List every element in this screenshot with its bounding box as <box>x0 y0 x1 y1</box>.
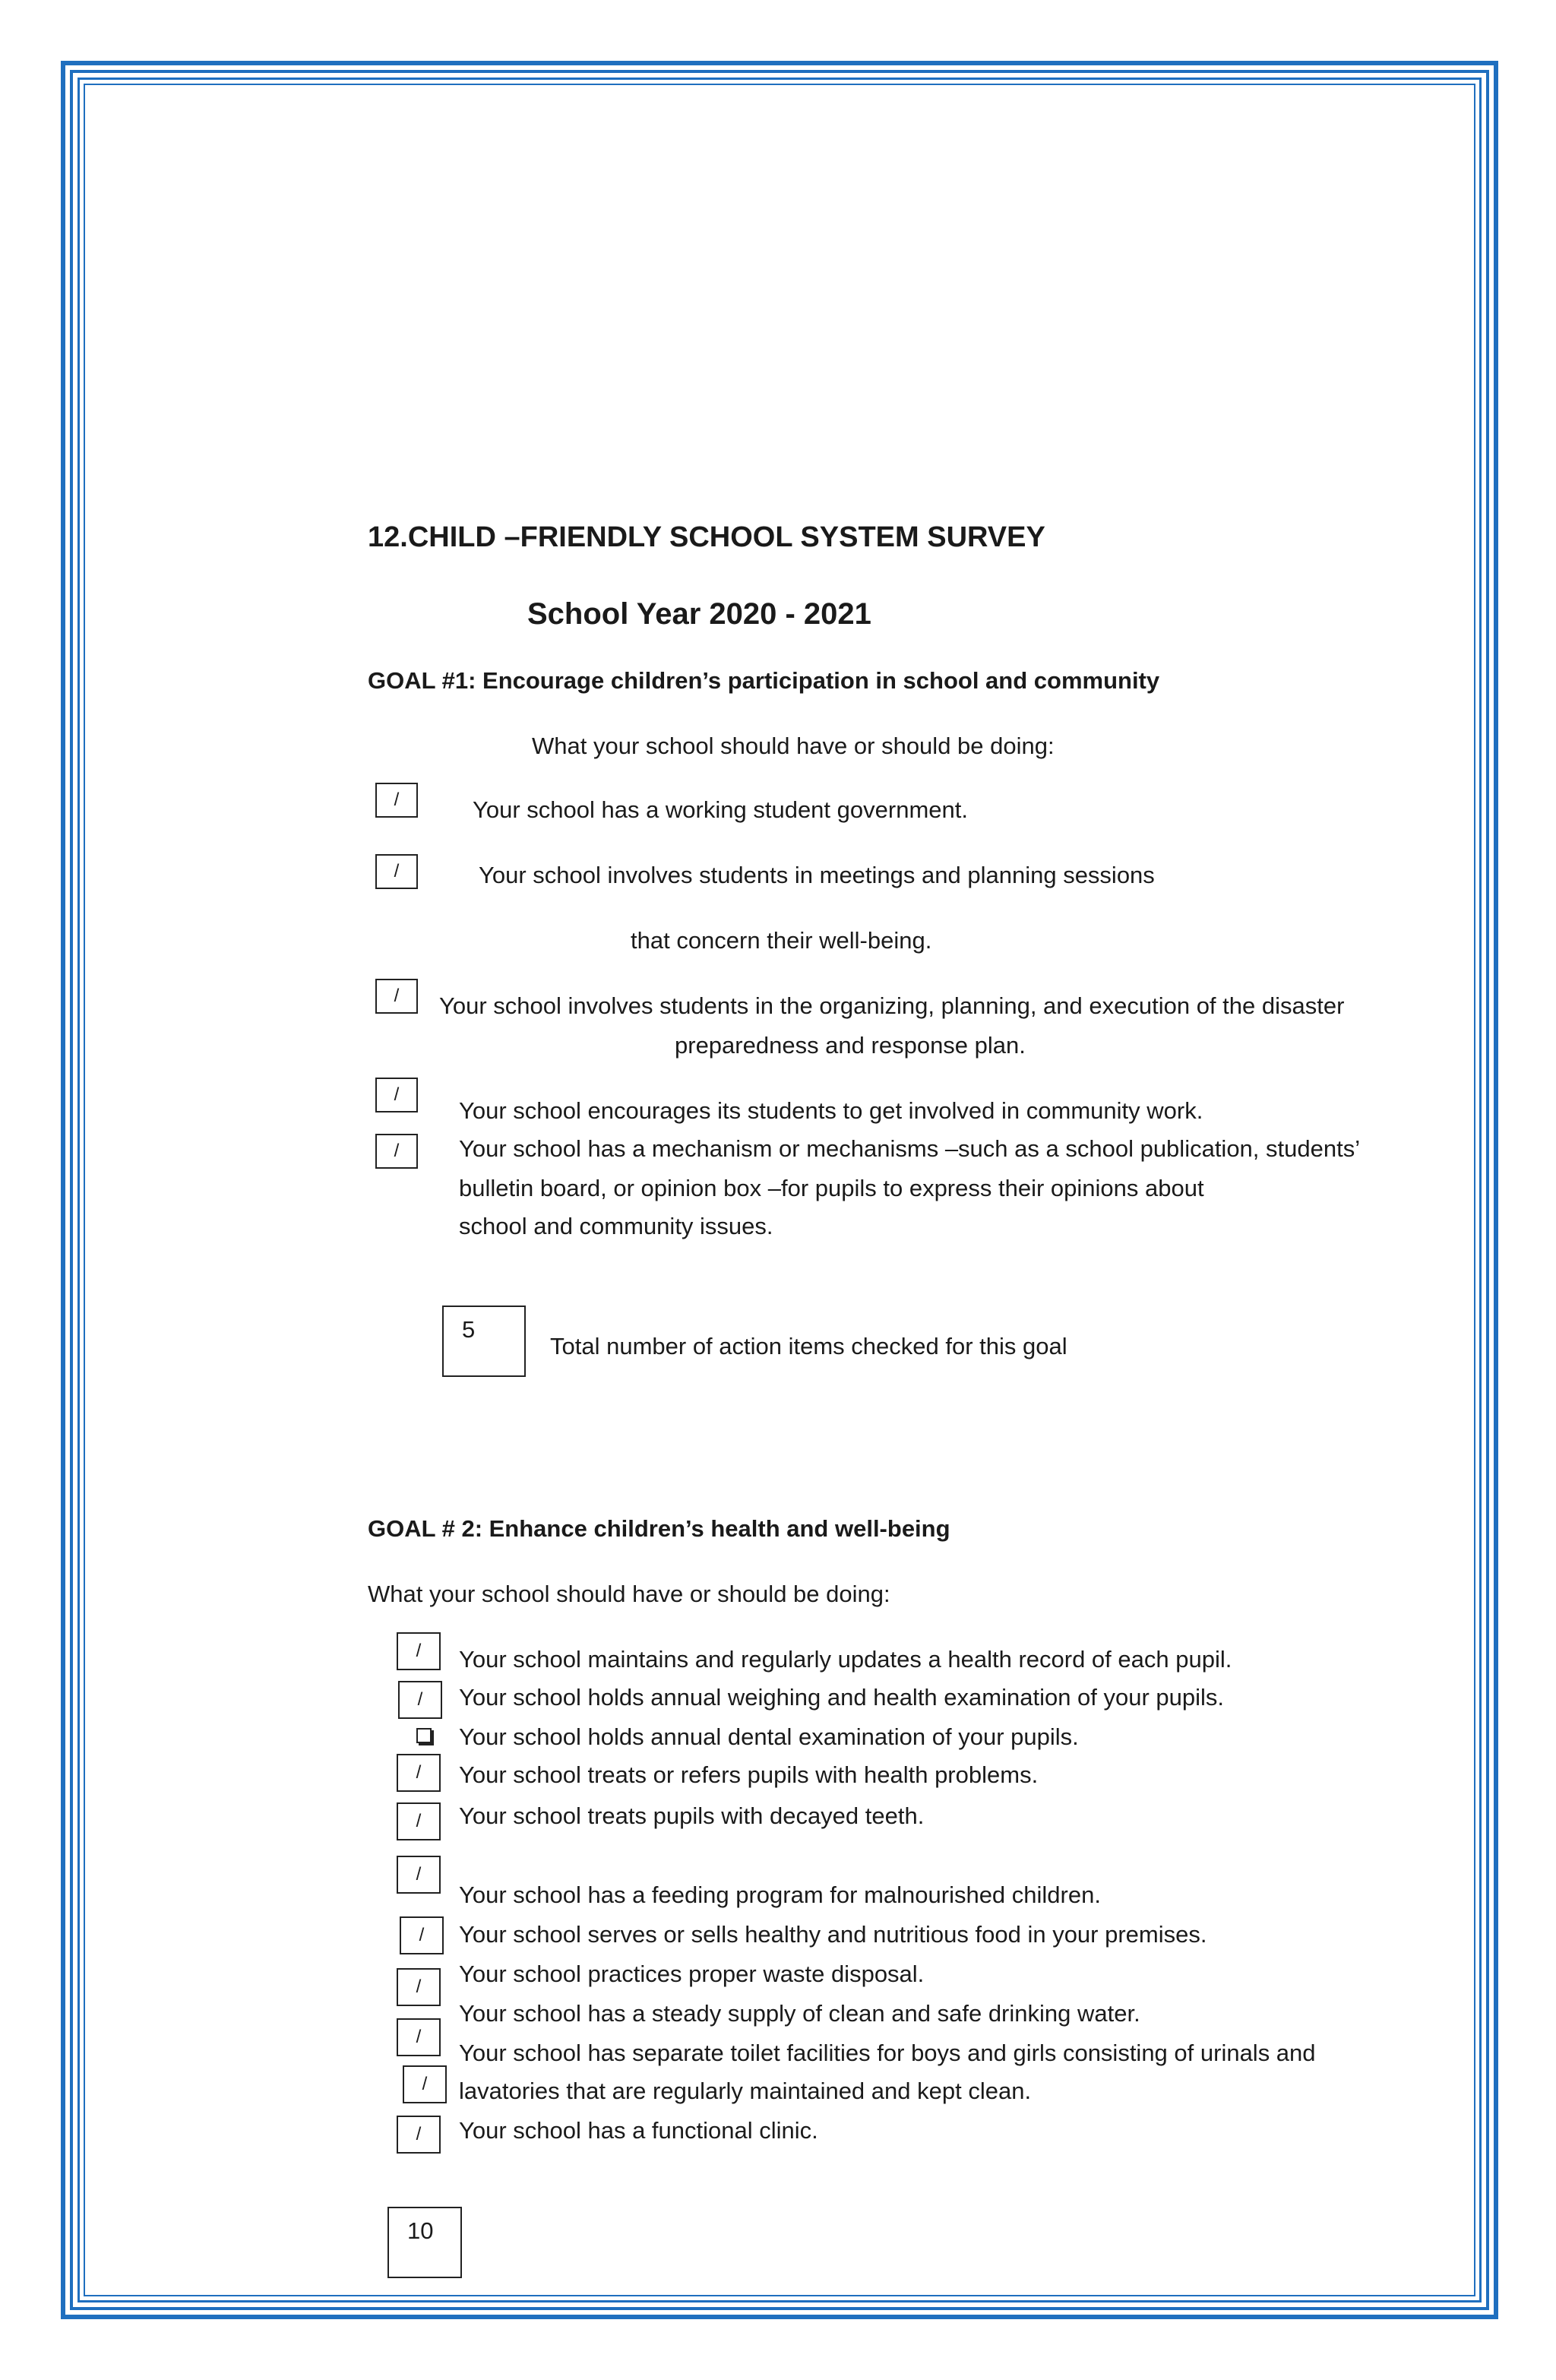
goal1-intro: What your school should have or should be doing: <box>532 733 1055 759</box>
goal1-total-box[interactable]: 5 <box>442 1306 526 1377</box>
goal1-item5-checkbox[interactable]: / <box>375 1134 418 1169</box>
goal1-total-label: Total number of action items checked for this goal <box>550 1333 1067 1359</box>
goal2-item10-text: Your school has separate toilet facilities for boys and girls consisting of urinals and <box>459 2040 1316 2066</box>
goal2-item9-text: Your school has a steady supply of clean and safe drinking water. <box>459 2000 1140 2027</box>
goal2-item2-checkbox[interactable]: / <box>398 1681 442 1719</box>
goal2-item10-checkbox[interactable]: / <box>403 2065 447 2103</box>
goal2-item7-checkbox[interactable]: / <box>400 1916 444 1954</box>
goal2-total-box[interactable]: 10 <box>387 2207 462 2278</box>
goal2-intro: What your school should have or should be doing: <box>368 1581 890 1607</box>
empty-checkbox-icon[interactable] <box>416 1728 432 1743</box>
goal2-item3-text: Your school holds annual dental examination of your pupils. <box>459 1723 1079 1750</box>
school-year: School Year 2020 - 2021 <box>527 597 871 631</box>
goal1-item5-text-cont: bulletin board, or opinion box –for pupils to express their opinions about <box>459 1175 1204 1201</box>
goal2-item1-checkbox[interactable]: / <box>397 1632 441 1670</box>
goal1-item5-text: Your school has a mechanism or mechanisms –such as a school publication, students’ <box>459 1135 1361 1162</box>
survey-title: 12.CHILD –FRIENDLY SCHOOL SYSTEM SURVEY <box>368 521 1045 553</box>
goal2-item8-text: Your school practices proper waste disposal. <box>459 1961 925 1987</box>
goal1-item2-checkbox[interactable]: / <box>375 854 418 889</box>
goal1-item2-text: Your school involves students in meetings and planning sessions <box>479 862 1155 888</box>
goal2-heading: GOAL # 2: Enhance children’s health and well-being <box>368 1515 950 1542</box>
goal1-item3-checkbox[interactable]: / <box>375 979 418 1014</box>
goal1-item1-text: Your school has a working student government. <box>473 796 968 823</box>
goal1-item2-text-cont: that concern their well-being. <box>631 927 932 954</box>
goal2-item2-text: Your school holds annual weighing and health examination of your pupils. <box>459 1684 1225 1711</box>
goal2-item11-checkbox[interactable]: / <box>397 2116 441 2154</box>
goal2-item6-checkbox[interactable]: / <box>397 1856 441 1894</box>
goal2-item6-text: Your school has a feeding program for malnourished children. <box>459 1882 1101 1908</box>
goal2-item10-text-cont: lavatories that are regularly maintained and kept clean. <box>459 2078 1032 2104</box>
goal2-item4-checkbox[interactable]: / <box>397 1754 441 1792</box>
goal2-item8-checkbox[interactable]: / <box>397 1968 441 2006</box>
goal2-item1-text: Your school maintains and regularly updates a health record of each pupil. <box>459 1646 1232 1673</box>
goal2-item5-text: Your school treats pupils with decayed teeth. <box>459 1802 925 1829</box>
goal2-item9-checkbox[interactable]: / <box>397 2018 441 2056</box>
goal1-item5-text-cont2: school and community issues. <box>459 1213 773 1239</box>
goal2-item4-text: Your school treats or refers pupils with health problems. <box>459 1761 1039 1788</box>
goal2-item11-text: Your school has a functional clinic. <box>459 2117 818 2144</box>
goal2-item5-checkbox[interactable]: / <box>397 1802 441 1840</box>
goal1-item3-text: Your school involves students in the organizing, planning, and execution of the disaster <box>439 992 1345 1019</box>
goal1-item1-checkbox[interactable]: / <box>375 783 418 818</box>
goal1-item4-checkbox[interactable]: / <box>375 1078 418 1112</box>
goal1-item3-text-cont: preparedness and response plan. <box>675 1032 1026 1059</box>
goal1-heading: GOAL #1: Encourage children’s participation in school and community <box>368 667 1160 694</box>
goal1-item4-text: Your school encourages its students to get involved in community work. <box>459 1097 1203 1124</box>
goal2-item7-text: Your school serves or sells healthy and nutritious food in your premises. <box>459 1921 1207 1948</box>
